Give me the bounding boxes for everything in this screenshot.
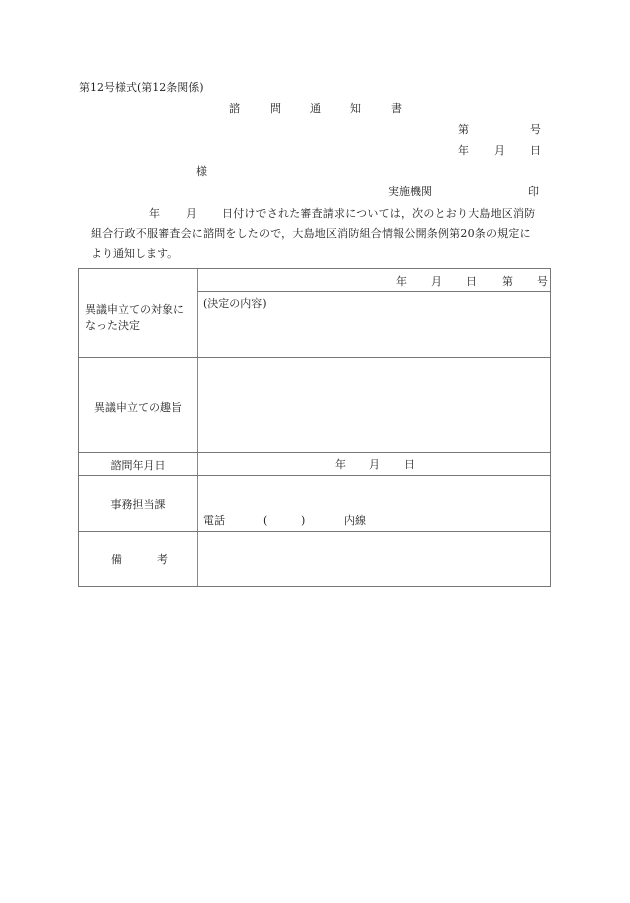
body-line-1: 日付けでされた審査請求については，次のとおり大島地区消防 (222, 207, 536, 220)
decision-year: 年 (396, 275, 407, 288)
issuer-seal: 印 (528, 185, 539, 198)
title-char: 諮 (229, 102, 240, 115)
decision-label-line2: なった決定 (85, 318, 140, 332)
inquiry-table (78, 268, 551, 587)
objection-purpose-field[interactable] (198, 358, 550, 452)
date-month: 月 (494, 144, 505, 157)
row-divider (79, 452, 550, 453)
decision-label (85, 302, 197, 334)
row-divider (79, 475, 550, 476)
extension-label: 内線 (344, 514, 366, 527)
row1-subdivider (197, 291, 550, 292)
phone-paren-close: ) (301, 514, 306, 527)
phone-label: 電話 (203, 514, 225, 527)
body-year: 年 (149, 207, 160, 220)
decision-content-label[interactable]: (決定の内容) (203, 297, 267, 310)
title-char: 通 (310, 102, 321, 115)
date-year: 年 (458, 144, 469, 157)
decision-dai: 第 (502, 275, 513, 288)
addressee-suffix: 様 (196, 165, 207, 178)
decision-month: 月 (431, 275, 442, 288)
inquiry-day: 日 (404, 458, 415, 471)
objection-purpose-label: 異議申立ての趣旨 (94, 401, 182, 414)
inquiry-date-label: 諮問年月日 (110, 459, 166, 472)
body-line-3: より通知します。 (91, 247, 179, 260)
decision-go: 号 (537, 275, 548, 288)
remarks-field[interactable] (198, 532, 550, 586)
phone-paren-open: ( (263, 514, 268, 527)
remarks-label-b: 考 (157, 553, 168, 566)
body-line-2: 組合行政不服審査会に諮問をしたので，大島地区消防組合情報公開条例第20条の規定に (91, 227, 531, 240)
inquiry-month: 月 (369, 458, 380, 471)
title-char: 書 (391, 102, 402, 115)
title-char: 問 (270, 102, 281, 115)
date-day: 日 (530, 144, 541, 157)
inquiry-year: 年 (335, 458, 346, 471)
title-char: 知 (350, 102, 361, 115)
reference-dai: 第 (458, 123, 469, 136)
decision-label-line1: 異議申立ての対象に (85, 303, 184, 316)
department-label: 事務担当課 (110, 498, 166, 511)
remarks-label-a: 備 (111, 553, 122, 566)
issuer-label: 実施機関 (388, 185, 432, 198)
form-number: 第12号様式(第12条関係) (79, 81, 204, 94)
body-month: 月 (186, 207, 197, 220)
reference-go: 号 (530, 123, 541, 136)
decision-day: 日 (466, 275, 477, 288)
